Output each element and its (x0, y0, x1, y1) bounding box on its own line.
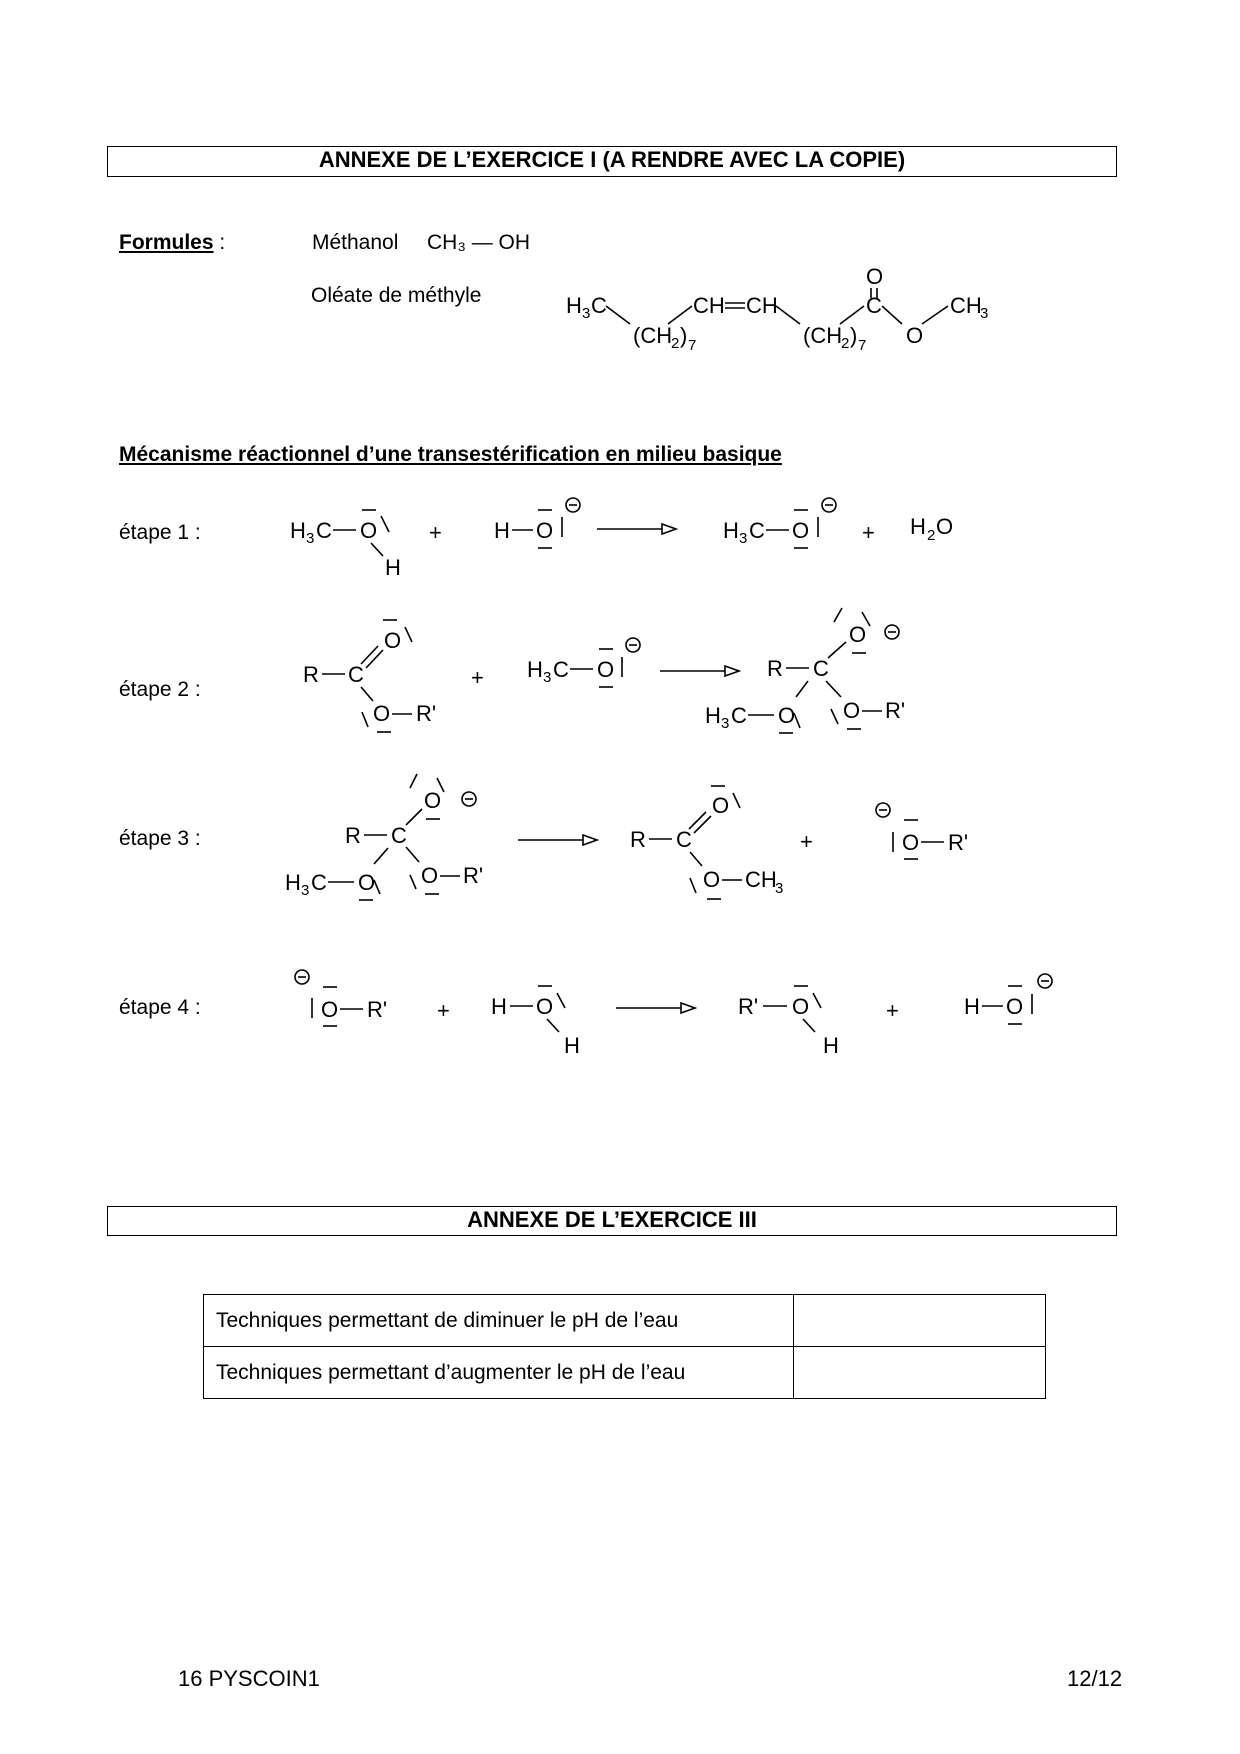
svg-text:H: H (566, 293, 582, 318)
svg-text:CH: CH (950, 293, 982, 318)
svg-text:3: 3 (301, 882, 310, 899)
svg-text:3: 3 (543, 669, 552, 686)
svg-text:R': R' (738, 994, 759, 1019)
svg-text:C: C (311, 870, 327, 895)
svg-text:H: H (823, 1033, 839, 1058)
svg-text:R': R' (463, 863, 484, 888)
svg-text:H: H (385, 555, 401, 580)
svg-text:3: 3 (582, 305, 591, 322)
svg-text:H: H (705, 703, 721, 728)
svg-text:C: C (731, 703, 747, 728)
step-2-reaction (303, 608, 905, 733)
svg-text:O: O (703, 867, 721, 892)
svg-text:O: O (936, 514, 954, 539)
svg-text:7: 7 (688, 337, 697, 354)
svg-text:O: O (424, 788, 442, 813)
svg-text:3: 3 (775, 880, 784, 897)
svg-text:O: O (712, 793, 730, 818)
svg-text:3: 3 (980, 305, 989, 322)
svg-text:O: O (373, 701, 391, 726)
table-cell-answer[interactable] (794, 1347, 1046, 1399)
svg-text:2: 2 (841, 335, 850, 352)
table-cell-label: Techniques permettant d’augmenter le pH de l’eau (204, 1347, 794, 1399)
svg-text:R': R' (885, 698, 906, 723)
step-3-label: étape 3 : (119, 827, 201, 850)
svg-text:O: O (843, 698, 861, 723)
svg-text:C: C (391, 823, 407, 848)
svg-text:R: R (345, 823, 361, 848)
svg-text:C: C (749, 518, 765, 543)
svg-text:C: C (553, 657, 569, 682)
svg-text:H: H (290, 518, 306, 543)
mechanism-heading: Mécanisme réactionnel d’une transestérification en milieu basique (119, 443, 782, 466)
svg-text:R': R' (416, 701, 437, 726)
svg-text:CH: CH (745, 867, 777, 892)
step-2-label: étape 2 : (119, 678, 201, 701)
svg-text:O: O (849, 622, 867, 647)
methyl-oleate-structure (566, 264, 988, 354)
svg-text:R: R (767, 656, 783, 681)
svg-text:H: H (964, 994, 980, 1019)
methanol-formula: CH₃ — OH (427, 231, 531, 254)
svg-text:H: H (564, 1033, 580, 1058)
svg-text:O: O (778, 703, 796, 728)
svg-text:O: O (902, 830, 920, 855)
svg-text:CH: CH (693, 293, 725, 318)
methanol-name: Méthanol (312, 231, 399, 254)
step-3-reaction (285, 774, 968, 900)
table-cell-label: Techniques permettant de diminuer le pH de l’eau (204, 1295, 794, 1347)
svg-text:+: + (437, 998, 450, 1023)
table-cell-answer[interactable] (794, 1295, 1046, 1347)
svg-text:R': R' (948, 830, 969, 855)
svg-text:): ) (850, 323, 858, 348)
footer-code: 16 PYSCOIN1 (178, 1666, 320, 1691)
svg-text:3: 3 (721, 715, 730, 732)
svg-text:O: O (792, 518, 810, 543)
svg-text:R: R (630, 827, 646, 852)
svg-text:): ) (680, 323, 688, 348)
annex-1-title: ANNEXE DE L’EXERCICE I (A RENDRE AVEC LA COPIE) (107, 146, 1117, 177)
svg-text:3: 3 (739, 530, 748, 547)
svg-text:C: C (676, 827, 692, 852)
svg-text:C: C (866, 293, 882, 318)
svg-text:O: O (536, 518, 554, 543)
svg-text:O: O (597, 657, 615, 682)
annex-3-title: ANNEXE DE L’EXERCICE III (107, 1206, 1117, 1236)
svg-text:O: O (536, 994, 554, 1019)
table-row (204, 1295, 1046, 1347)
svg-text:R': R' (367, 997, 388, 1022)
svg-text:+: + (471, 665, 484, 690)
svg-text:+: + (862, 520, 875, 545)
step-4-label: étape 4 : (119, 996, 201, 1019)
svg-text:CH: CH (746, 293, 778, 318)
oleate-name: Oléate de méthyle (311, 284, 482, 307)
svg-text:H: H (491, 994, 507, 1019)
step-4-reaction (295, 970, 1052, 1058)
footer-page-number: 12/12 (1067, 1666, 1123, 1691)
svg-text:O: O (421, 863, 439, 888)
svg-text:O: O (792, 994, 810, 1019)
svg-text:(CH: (CH (633, 323, 673, 348)
svg-text:O: O (358, 870, 376, 895)
svg-text:H: H (910, 514, 926, 539)
svg-text:C: C (813, 656, 829, 681)
svg-text:O: O (321, 997, 339, 1022)
svg-text:R: R (303, 662, 319, 687)
step-1-label: étape 1 : (119, 521, 201, 544)
svg-text:C: C (591, 293, 607, 318)
svg-text:(CH: (CH (803, 323, 843, 348)
formulas-label-colon: : (213, 231, 226, 254)
svg-text:2: 2 (671, 335, 680, 352)
table-row (204, 1347, 1046, 1399)
svg-text:O: O (906, 323, 924, 348)
formulas-label-text: Formules (119, 231, 214, 254)
svg-text:H: H (494, 518, 510, 543)
svg-text:H: H (285, 870, 301, 895)
step-1-reaction (290, 498, 953, 580)
svg-text:O: O (360, 518, 378, 543)
svg-text:7: 7 (858, 337, 867, 354)
svg-text:C: C (316, 518, 332, 543)
svg-text:H: H (723, 518, 739, 543)
svg-text:+: + (429, 520, 442, 545)
svg-text:3: 3 (306, 530, 315, 547)
svg-text:H: H (527, 657, 543, 682)
svg-text:O: O (1006, 994, 1024, 1019)
svg-text:O: O (866, 264, 884, 289)
svg-text:2: 2 (927, 527, 936, 544)
svg-text:+: + (800, 829, 813, 854)
svg-text:O: O (384, 628, 402, 653)
techniques-table (203, 1294, 1046, 1399)
svg-text:C: C (348, 662, 364, 687)
svg-text:+: + (886, 998, 899, 1023)
